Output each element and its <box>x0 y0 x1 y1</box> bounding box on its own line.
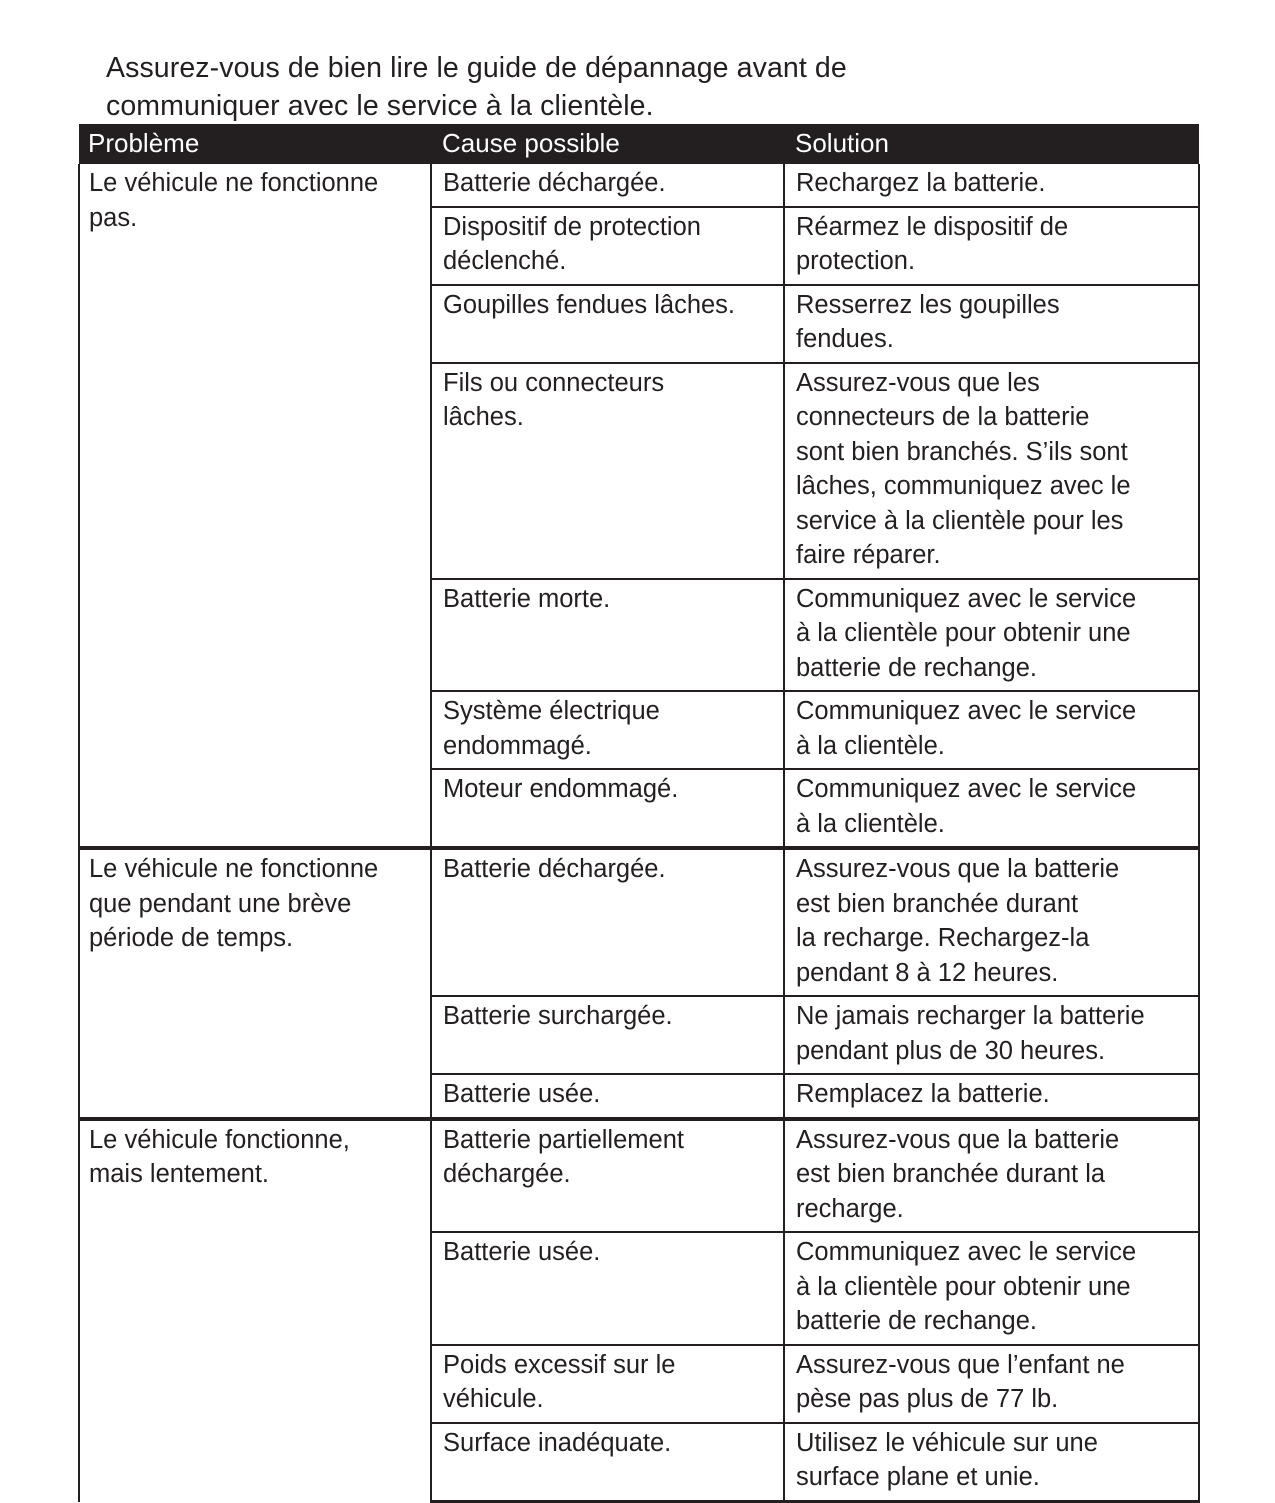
text-line: véhicule. <box>443 1385 544 1413</box>
text-line: est bien branchée durant la <box>796 1160 1106 1188</box>
text-line: à la clientèle pour obtenir une <box>796 619 1131 647</box>
text-line: que pendant une brève <box>89 889 352 918</box>
cause-cell <box>431 363 784 579</box>
text-line: Assurez-vous que les <box>796 368 1040 397</box>
text-line: Fils ou connecteurs <box>443 368 665 397</box>
text-line: pendant plus de 30 heures. <box>796 1036 1106 1065</box>
text-line: Batterie partiellement <box>443 1125 684 1154</box>
text-line: Utilisez le véhicule sur une <box>796 1428 1098 1457</box>
text-line: Communiquez avec le service <box>796 584 1137 613</box>
text-line: connecteurs de la batterie <box>796 403 1090 431</box>
solution-cell <box>784 579 1199 692</box>
text-line: service à la clientèle pour les <box>796 506 1124 535</box>
text-line: sont bien branchés. S’ils sont <box>796 437 1128 466</box>
cause-cell <box>431 691 784 769</box>
text-line: Communiquez avec le service <box>796 1238 1137 1266</box>
text-line: batterie de rechange. <box>796 1307 1038 1335</box>
text-line: faire réparer. <box>796 541 941 569</box>
column-header-cause-possible: Cause possible <box>431 124 784 164</box>
text-line: Rechargez la batterie. <box>796 169 1046 197</box>
text-line: Batterie usée. <box>443 1238 601 1266</box>
intro-line-1: Assurez-vous de bien lire le guide de dépannage avant de <box>106 51 847 84</box>
text-line: Batterie surchargée. <box>443 1002 673 1030</box>
solution-cell <box>784 363 1199 579</box>
text-line: pendant 8 à 12 heures. <box>796 958 1059 987</box>
column-header-probleme: Problème <box>79 124 431 164</box>
text-line: fendues. <box>796 325 894 353</box>
text-line: Poids excessif sur le <box>443 1350 676 1379</box>
text-line: Système électrique <box>443 697 660 725</box>
cause-cell <box>431 1119 784 1233</box>
solution-cell <box>784 164 1199 207</box>
text-line: Batterie déchargée. <box>443 855 666 883</box>
cause-cell <box>431 285 784 363</box>
text-line: Le véhicule fonctionne, <box>89 1125 350 1154</box>
text-line: Goupilles fendues lâches. <box>443 290 736 319</box>
text-line: recharge. <box>796 1194 904 1223</box>
text-line: période de temps. <box>89 924 294 952</box>
solution-cell <box>784 996 1199 1074</box>
text-line: déchargée. <box>443 1160 571 1188</box>
text-line: Surface inadéquate. <box>443 1428 672 1457</box>
text-line: Resserrez les goupilles <box>796 290 1060 319</box>
problem-cell-group-3 <box>79 1119 431 1502</box>
cause-cell <box>431 579 784 692</box>
text-line: Assurez-vous que l’enfant ne <box>796 1350 1125 1379</box>
text-line: Batterie déchargée. <box>443 169 666 197</box>
solution-cell <box>784 285 1199 363</box>
table-row <box>79 848 1199 996</box>
solution-cell <box>784 848 1199 996</box>
solution-cell <box>784 769 1199 848</box>
intro-paragraph <box>106 49 1106 125</box>
table-body <box>79 164 1199 1502</box>
text-line: mais lentement. <box>89 1160 269 1188</box>
text-line: pas. <box>89 203 138 232</box>
text-line: à la clientèle. <box>796 809 945 838</box>
cause-cell <box>431 1345 784 1423</box>
text-line: Communiquez avec le service <box>796 775 1137 803</box>
text-line: protection. <box>796 247 916 275</box>
text-line: à la clientèle. <box>796 731 945 760</box>
text-line: la recharge. Rechargez-la <box>796 924 1090 952</box>
text-line: Moteur endommagé. <box>443 775 679 803</box>
cause-cell <box>431 1423 784 1502</box>
solution-cell <box>784 1423 1199 1502</box>
solution-cell <box>784 207 1199 285</box>
solution-cell <box>784 1232 1199 1345</box>
text-line: Assurez-vous que la batterie <box>796 855 1120 883</box>
text-line: batterie de rechange. <box>796 653 1038 682</box>
text-line: Le véhicule ne fonctionne <box>89 855 379 883</box>
problem-cell-group-2 <box>79 848 431 1119</box>
cause-cell <box>431 1074 784 1119</box>
text-line: Le véhicule ne fonctionne <box>89 169 379 197</box>
text-line: déclenché. <box>443 247 567 275</box>
text-line: pèse pas plus de 77 lb. <box>796 1385 1059 1413</box>
text-line: lâches. <box>443 403 524 431</box>
table-row <box>79 1119 1199 1233</box>
text-line: Assurez-vous que la batterie <box>796 1125 1120 1154</box>
cause-cell <box>431 207 784 285</box>
text-line: Batterie usée. <box>443 1080 601 1108</box>
text-line: est bien branchée durant <box>796 889 1079 918</box>
table-row <box>79 164 1199 207</box>
column-header-solution: Solution <box>784 124 1199 164</box>
problem-cell-group-1 <box>79 164 431 848</box>
cause-cell <box>431 848 784 996</box>
text-line: endommagé. <box>443 731 592 760</box>
solution-cell <box>784 691 1199 769</box>
cause-cell <box>431 996 784 1074</box>
text-line: Réarmez le dispositif de <box>796 212 1069 241</box>
troubleshooting-table <box>78 124 1200 1503</box>
text-line: lâches, communiquez avec le <box>796 472 1131 500</box>
text-line: Remplacez la batterie. <box>796 1080 1050 1108</box>
solution-cell <box>784 1345 1199 1423</box>
text-line: à la clientèle pour obtenir une <box>796 1272 1131 1301</box>
cause-cell <box>431 769 784 848</box>
text-line: Communiquez avec le service <box>796 697 1137 725</box>
text-line: Ne jamais recharger la batterie <box>796 1002 1145 1030</box>
text-line: Batterie morte. <box>443 584 611 613</box>
text-line: surface plane et unie. <box>796 1463 1040 1491</box>
troubleshooting-table-wrapper <box>78 124 1198 1503</box>
intro-line-2: communiquer avec le service à la clientèle. <box>106 89 654 122</box>
solution-cell <box>784 1119 1199 1233</box>
solution-cell <box>784 1074 1199 1119</box>
cause-cell <box>431 1232 784 1345</box>
cause-cell <box>431 164 784 207</box>
table-header-row <box>79 124 1199 164</box>
table-header <box>79 124 1199 164</box>
text-line: Dispositif de protection <box>443 212 701 241</box>
